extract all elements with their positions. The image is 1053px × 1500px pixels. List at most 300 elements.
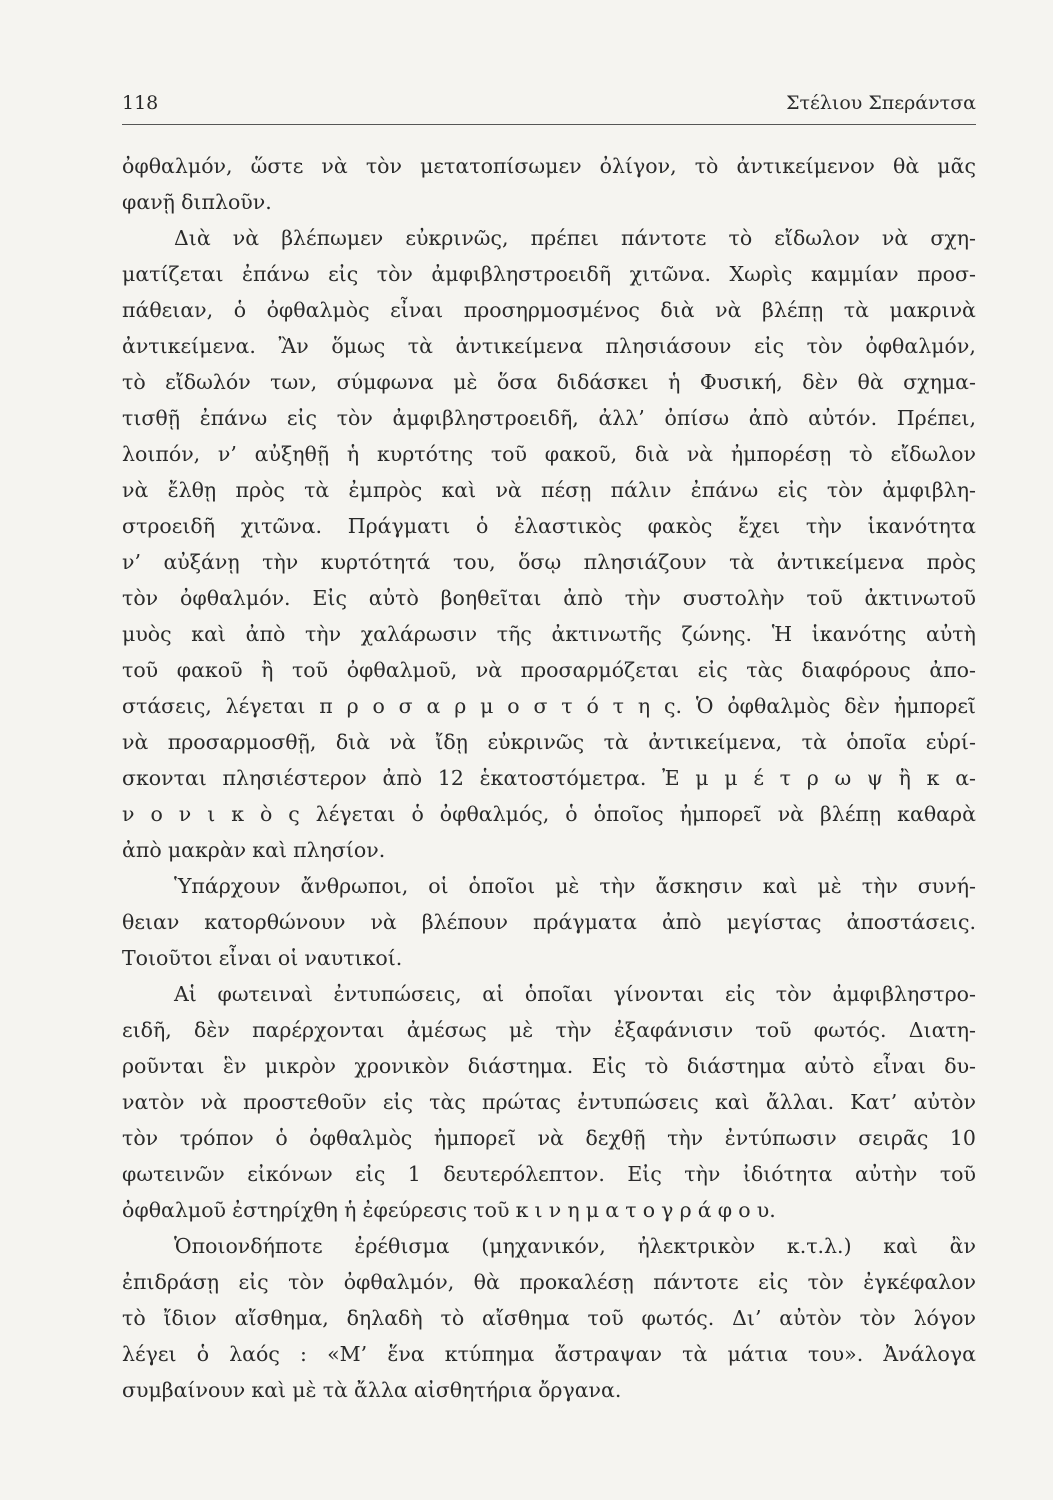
word: έ (753, 766, 764, 790)
word: βλέπῃ (819, 802, 882, 826)
word: η (637, 694, 651, 718)
word: δηλαδὴ (346, 1306, 423, 1330)
word: ὁ (275, 1126, 288, 1150)
word: τὰς (746, 658, 783, 682)
word: ἐγκέφαλον (863, 1270, 976, 1294)
text-line (122, 436, 976, 472)
word: τὰ (407, 334, 433, 358)
word: δυ- (944, 1054, 976, 1078)
word: τὸν (859, 1306, 896, 1330)
word: ο (642, 1198, 656, 1222)
word: διαφόρους (801, 658, 911, 682)
word: α (426, 694, 441, 718)
text-line (122, 328, 976, 364)
word: τὴν (624, 586, 661, 610)
word: ι (534, 1198, 543, 1222)
word: ἠμπορέσῃ (730, 442, 832, 466)
word: τοῦ (755, 1018, 792, 1042)
word: διάστημα (686, 1054, 786, 1078)
word: διδάσκει (556, 370, 649, 394)
word: ἄλλα (354, 1378, 408, 1402)
word: Εἰς (312, 586, 347, 610)
word: μάτια (727, 1342, 788, 1366)
word: εἰς (382, 1090, 413, 1114)
word: εἰς (697, 658, 728, 682)
word: κατορθώνουν (204, 910, 346, 934)
word: φωτειναὶ (217, 982, 313, 1006)
word: ἐλαστικὸς (514, 514, 622, 538)
word: ἐντυπώσεις (577, 1090, 699, 1114)
word: Φυσική, (699, 370, 783, 394)
word: πάλιν (610, 478, 672, 502)
word: ἐφεύρεσις (362, 1198, 468, 1222)
word: αὐτὸν (779, 1306, 842, 1330)
word: ειδῆ, (122, 1018, 172, 1042)
word: κ (515, 1198, 529, 1222)
word: λέγεται (315, 802, 396, 826)
word: 12 (437, 766, 464, 790)
word: ἠμπορεῖ (433, 1126, 516, 1150)
word: ἀκτινωτοῦ (864, 586, 976, 610)
word: εἰς (355, 1162, 386, 1186)
word: ὁ (233, 298, 247, 322)
text-line (122, 796, 976, 832)
word: ἀμφιβλη- (882, 478, 976, 502)
word: ὀφθαλμὸς (727, 694, 831, 718)
word: του, (452, 550, 496, 574)
word: ὀφθαλμόν. (180, 586, 291, 610)
word: αὐτόν. (808, 406, 878, 430)
word: ν (122, 802, 135, 826)
word: ἄλλαι. (765, 1090, 835, 1114)
word: εἰς (777, 478, 808, 502)
running-head: Στέλιου Σπεράντσα (786, 92, 976, 114)
word: ἠλεκτρικὸν (637, 1234, 756, 1258)
word: Ὁποιονδήποτε (174, 1234, 323, 1258)
word: ό (586, 694, 599, 718)
word: Αἱ (174, 982, 197, 1006)
word: ρ (679, 1198, 692, 1222)
word: κ (231, 802, 245, 826)
word: θὰ (857, 370, 884, 394)
word: ἔλθῃ (167, 478, 217, 502)
word: Διατη- (908, 1018, 976, 1042)
word: τὸ (644, 1054, 669, 1078)
word: τὰ (843, 298, 869, 322)
word: πράγματα (532, 910, 637, 934)
word: ὀφθαλμὸς (266, 298, 370, 322)
word: ς. (664, 694, 682, 718)
word: λοιπόν, (122, 442, 201, 466)
word: τ (625, 1198, 637, 1222)
word: τοῦ (473, 1198, 510, 1222)
text-line (122, 1336, 976, 1372)
word: εἴδωλον (890, 442, 976, 466)
word: α (605, 1198, 620, 1222)
text-line (122, 364, 976, 400)
word: σύμφωνα (336, 370, 434, 394)
word: χαλάρωσιν (360, 622, 478, 646)
word: τοῦ (587, 1306, 624, 1330)
word: τὴν (304, 622, 342, 646)
word: ὁ (411, 802, 424, 826)
word: φανῇ (122, 190, 175, 214)
word: συστολὴν (682, 586, 785, 610)
word: πάθειαν, (122, 298, 214, 322)
word: τὸ (849, 442, 873, 466)
word: ἐντυπώσεις, (333, 982, 462, 1006)
word: ἀντικείμενον (736, 154, 875, 178)
word: στροειδῆ (122, 514, 216, 538)
word: νὰ (370, 910, 397, 934)
word: τοῦ (806, 586, 843, 610)
word: βλέπωμεν (281, 226, 384, 250)
word: Κατ’ (850, 1090, 898, 1114)
word: ι (207, 802, 216, 826)
word: ἴδιον (163, 1306, 217, 1330)
word: Χωρὶς (729, 262, 793, 286)
word: δὲν (802, 370, 839, 394)
word: μ (585, 1198, 600, 1222)
word: καὶ (714, 1090, 750, 1114)
word: πρὸς (235, 478, 285, 502)
word: ὁποῖος (593, 802, 664, 826)
word: τὸ (694, 154, 719, 178)
text-line (122, 1228, 976, 1264)
text-line (122, 292, 976, 328)
word: τοῦ (291, 658, 329, 682)
word: ἀπὸ (563, 586, 603, 610)
text-line (122, 544, 976, 580)
word: ὁποῖοι (468, 874, 536, 898)
word: εἴδωλον (774, 226, 860, 250)
word: τὸν (376, 262, 413, 286)
word: ν’ (122, 550, 141, 574)
word: μὲ (508, 1018, 534, 1042)
word: πλησίον. (293, 838, 386, 862)
word: 10 (949, 1126, 976, 1150)
word: τὸ (440, 1306, 465, 1330)
word: ἡ (346, 442, 360, 466)
word: ρ (806, 766, 819, 790)
word: Ἂν (278, 334, 309, 358)
word: νὰ (686, 442, 714, 466)
word: ἄστραψαν (554, 1342, 662, 1366)
word: τὸν (336, 406, 373, 430)
word: ἀπο- (929, 658, 976, 682)
text-line (122, 256, 976, 292)
word: σχη- (930, 226, 976, 250)
word: καὶ (252, 838, 287, 862)
word: αὐτὸ (804, 1054, 855, 1078)
word: φωτός. (641, 1306, 715, 1330)
word: ἔχει (738, 514, 781, 538)
word: «Μ’ (327, 1342, 368, 1366)
word: σκονται (122, 766, 207, 790)
word: ὀφθαλμοῦ, (346, 658, 458, 682)
word: θειαν (122, 910, 180, 934)
word: προκαλέσῃ (519, 1270, 634, 1294)
word: πρὸς (926, 550, 976, 574)
word: τὰ (682, 1342, 708, 1366)
word: ὁποῖαι (524, 982, 593, 1006)
word: τὴν (555, 1018, 592, 1042)
word: ἄνθρωποι, (300, 874, 409, 898)
word: τὴν (684, 1162, 721, 1186)
word: τὰ (603, 730, 629, 754)
word: τὸν (122, 1126, 159, 1150)
word: ὅσα (497, 370, 538, 394)
word: δεχθῇ (585, 1126, 646, 1150)
word: σ (398, 694, 413, 718)
word: τοῦ (939, 1162, 976, 1186)
word: ἀπὸ (122, 838, 162, 862)
word: βλέπουν (421, 910, 508, 934)
word: τὸν (122, 586, 159, 610)
word: τὸν (288, 1270, 325, 1294)
word: ὄργανα. (538, 1378, 622, 1402)
word: ὀφθαλμόν, (343, 1270, 455, 1294)
word: ἐπιδράσῃ (122, 1270, 220, 1294)
word: ο (738, 1198, 751, 1222)
word: θὰ (893, 154, 920, 178)
word: συμβαίνουν (122, 1378, 246, 1402)
text-line (122, 832, 976, 868)
word: αἴσθημα, (234, 1306, 329, 1330)
word: πλησιέστερον (222, 766, 367, 790)
word: εἴδωλόν (165, 370, 251, 394)
word: ἐπάνω (690, 478, 759, 502)
word: τὴν (599, 874, 636, 898)
word: συνή- (917, 874, 976, 898)
word: βοηθεῖται (440, 586, 542, 610)
word: ἐπάνω (242, 262, 310, 286)
word: εἶναι (872, 1054, 926, 1078)
word: κ.τ.λ.) (786, 1234, 852, 1258)
word: πρώτας (482, 1090, 561, 1114)
word: εἰς (724, 982, 756, 1006)
word: εἰκόνων (247, 1162, 333, 1186)
word: νὰ (495, 478, 522, 502)
word: καὶ (883, 1234, 918, 1258)
word: ο (372, 694, 385, 718)
word: τ (779, 766, 791, 790)
word: τὰ (729, 550, 755, 574)
word: δὲν (194, 1018, 230, 1042)
text-line (122, 1300, 976, 1336)
word: ἂν (949, 1234, 976, 1258)
word: αὐξάνῃ (163, 550, 240, 574)
word: νὰ (122, 478, 149, 502)
word: αὐτὴ (925, 622, 976, 646)
word: σχημα- (903, 370, 976, 394)
word: ἀλλ’ (598, 406, 645, 430)
word: τὰ (304, 478, 330, 502)
word: νὰ (389, 730, 416, 754)
word: στάσεις, (122, 694, 212, 718)
word: τισθῇ (122, 406, 180, 430)
word: ἠμπορεῖ (679, 802, 762, 826)
word: καὶ (762, 874, 798, 898)
text-line (122, 1372, 976, 1408)
word: αὐτὴν (854, 1162, 918, 1186)
page-number: 118 (122, 92, 159, 114)
word: ἀπὸ (748, 406, 789, 430)
word: σειρᾶς (858, 1126, 929, 1150)
text-line (122, 1084, 976, 1120)
text-line (122, 616, 976, 652)
word: νατὸν (122, 1090, 185, 1114)
word: εὑρί- (925, 730, 976, 754)
word: ὀλίγον, (599, 154, 677, 178)
word: προσαρμόζεται (520, 658, 680, 682)
word: ἀντικείμενα (455, 334, 583, 358)
word: ὀφθαλμός, (439, 802, 550, 826)
text-line (122, 904, 976, 940)
word: ἴδῃ (435, 730, 468, 754)
word: καὶ (441, 478, 477, 502)
word: προσηρμοσμένος (463, 298, 640, 322)
word: Δι’ (732, 1306, 762, 1330)
word: μ (695, 766, 709, 790)
word: τὴν (861, 874, 898, 898)
word: α- (955, 766, 976, 790)
word: εἰς (286, 406, 318, 430)
word: ν (178, 802, 192, 826)
word: ἠμπορεῖ (893, 694, 976, 718)
word: αὐξηθῇ (254, 442, 330, 466)
text-line (122, 184, 976, 220)
word: πλησιάζουν (583, 550, 707, 574)
text-line (122, 940, 976, 976)
word: εἰς (758, 1270, 789, 1294)
word: ἀντικείμενα. (122, 334, 256, 358)
word: πάντοτε (620, 226, 707, 250)
word: μικρὸν (264, 1054, 336, 1078)
word: νὰ (777, 802, 804, 826)
word: υ. (756, 1198, 776, 1222)
text-line (122, 760, 976, 796)
word: Ἐ (662, 766, 680, 790)
word: π (319, 694, 333, 718)
word: τοῦ (490, 442, 527, 466)
word: νὰ (122, 730, 149, 754)
word: τὸν (826, 478, 864, 502)
word: ἓν (223, 1054, 247, 1078)
word: χιτῶνα. (629, 262, 711, 286)
word: οἱ (277, 946, 299, 970)
word: Πρέπει, (896, 406, 976, 430)
word: Εἰς (627, 1162, 662, 1186)
word: ἀντικείμενα, (648, 730, 783, 754)
word: κτύπημα (444, 1342, 535, 1366)
word: τῆς (496, 622, 532, 646)
word: διὰ (335, 730, 371, 754)
word: φ (717, 1198, 733, 1222)
word: τρόπον (179, 1126, 254, 1150)
word: ω (834, 766, 852, 790)
word: διὰ (660, 298, 695, 322)
word: βλέπῃ (762, 298, 824, 322)
word: Ὁ (695, 694, 714, 718)
word: ν’ (217, 442, 237, 466)
word: φωτός. (813, 1018, 887, 1042)
word: χιτῶνα. (240, 514, 323, 538)
word: τὸν (775, 982, 812, 1006)
word: τὸν (807, 1270, 844, 1294)
word: ματίζεται (122, 262, 224, 286)
word: ἱκανότης (811, 622, 907, 646)
text-line (122, 400, 976, 436)
text-line (122, 220, 976, 256)
word: ἐπάνω (199, 406, 268, 430)
word: καὶ (251, 1378, 287, 1402)
word: ἐντύπωσιν (724, 1126, 837, 1150)
text-line (122, 1012, 976, 1048)
word: ς (288, 802, 300, 826)
word: ἄσκησιν (655, 874, 743, 898)
word: ο (150, 802, 163, 826)
word: ὀπίσω (664, 406, 730, 430)
word: αἱ (482, 982, 505, 1006)
word: Ἀνάλογα (883, 1342, 976, 1366)
word: ρ (454, 694, 467, 718)
word: ἀπὸ (661, 910, 702, 934)
word: ο (507, 694, 520, 718)
word: πάντοτε (653, 1270, 739, 1294)
word: ὥστε (250, 154, 304, 178)
word: εὐκρινῶς, (405, 226, 509, 250)
word: ὀφθαλμόν, (122, 154, 233, 178)
word: νὰ (715, 298, 742, 322)
word: ἀμφιβληστρο- (832, 982, 976, 1006)
word: πέσῃ (541, 478, 592, 502)
body-text (122, 148, 976, 1408)
text-line (122, 868, 976, 904)
word: χρονικὸν (354, 1054, 450, 1078)
word: ἀπὸ (382, 766, 423, 790)
word: τὴν (805, 514, 842, 538)
word: Τοιοῦτοι (122, 946, 213, 970)
word: ὀφθαλμόν, (865, 334, 976, 358)
word: : (300, 1342, 307, 1366)
text-line (122, 1192, 976, 1228)
word: τὸ (122, 370, 146, 394)
word: νὰ (475, 658, 503, 682)
word: του». (808, 1342, 864, 1366)
word: τ (561, 694, 573, 718)
word: λέγεται (225, 694, 306, 718)
word: εἶναι (218, 946, 272, 970)
word: ἀμφιβληστροειδῆ, (392, 406, 579, 430)
word: αἰσθητήρια (413, 1378, 532, 1402)
word: ά (697, 1198, 712, 1222)
word: γίνονται (613, 982, 705, 1006)
word: μὲ (453, 370, 478, 394)
word: ἕνα (387, 1342, 425, 1366)
text-line (122, 1120, 976, 1156)
word: ἑκατοστόμετρα. (479, 766, 647, 790)
word: εὐκρινῶς (487, 730, 585, 754)
word: ὅσῳ (518, 550, 562, 574)
word: κ (926, 766, 940, 790)
header-rule (122, 124, 976, 125)
word: τ (612, 694, 625, 718)
word: ἀμφιβληστροειδῆ (431, 262, 612, 286)
word: νὰ (200, 1090, 227, 1114)
word: μὲ (555, 874, 580, 898)
word: δευτερόλεπτον. (443, 1162, 605, 1186)
